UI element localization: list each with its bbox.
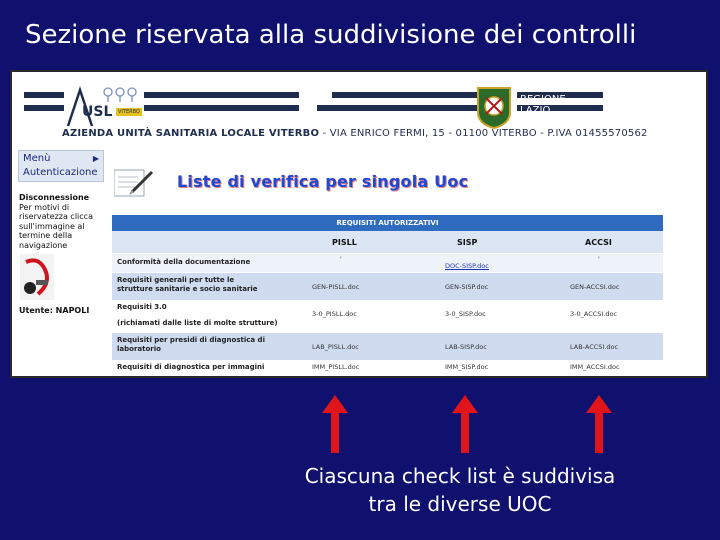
- file-link-accsi[interactable]: LAB-ACCSI.doc: [570, 343, 619, 351]
- table-row: [112, 332, 663, 360]
- usl-logo[interactable]: [64, 86, 144, 128]
- region-label-line2: LAZIO: [520, 105, 551, 116]
- file-link-accsi[interactable]: 3-0_ACCSI.doc: [570, 310, 618, 318]
- row-label: Requisiti 3.0: [117, 303, 167, 311]
- slide-title: Sezione riservata alla suddivisione dei controlli: [25, 20, 637, 50]
- site-banner: [12, 72, 706, 148]
- file-link-sisp[interactable]: DOC-SISP.doc: [445, 262, 489, 270]
- region-label: [520, 94, 566, 116]
- row-label: Requisiti generali per tutte le strutture sanitarie e socio sanitarie: [117, 276, 258, 293]
- up-arrow-icon: [320, 393, 350, 455]
- up-arrow-icon: [450, 393, 480, 455]
- requirements-table: [112, 215, 663, 375]
- table-column-headers: [112, 231, 663, 253]
- table-row: [112, 360, 663, 375]
- row-label: Conformità della documentazione: [117, 258, 251, 266]
- usl-logo-tag: VITERBO: [118, 109, 140, 115]
- row-label: Requisiti di diagnostica per immagini: [117, 363, 265, 371]
- column-header-accsi: ACCSI: [585, 238, 612, 247]
- file-link-sisp[interactable]: IMM_SISP.doc: [445, 363, 489, 371]
- usl-logo-text: USL: [82, 104, 113, 120]
- caption-line-1: Ciascuna check list è suddivisa: [304, 464, 616, 488]
- row-label: Requisiti per presidi di diagnostica di laboratorio: [117, 336, 265, 353]
- page-heading: Liste di verifica per singola Uoc: [177, 172, 469, 191]
- sidebar: [16, 148, 106, 378]
- embedded-screenshot: [10, 70, 708, 378]
- file-link-pisll[interactable]: LAB_PISLL.doc: [312, 343, 359, 351]
- sidebar-disconnect-block: [19, 193, 107, 250]
- notepad-pen-icon: [114, 168, 154, 198]
- disconnect-image-icon[interactable]: [20, 254, 54, 300]
- file-link-sisp[interactable]: LAB-SISP.doc: [445, 343, 487, 351]
- sidebar-item-authentication[interactable]: Autenticazione: [23, 167, 98, 178]
- file-link-pisll[interactable]: 3-0_PISLL.doc: [312, 310, 357, 318]
- sidebar-item-menu[interactable]: Menù: [23, 153, 51, 164]
- table-row: [112, 272, 663, 300]
- organization-line: [62, 128, 648, 139]
- user-label: Utente: NAPOLI: [19, 306, 90, 315]
- slide-caption: [275, 462, 645, 518]
- table-row: [112, 253, 663, 272]
- file-link-pisll[interactable]: GEN-PISLL.doc: [312, 283, 360, 291]
- column-header-pisll: PISLL: [332, 238, 357, 247]
- disconnect-note: Per motivi di riservatezza clicca sull'immagine al termine della navigazione: [19, 202, 93, 250]
- up-arrow-icon: [584, 393, 614, 455]
- table-title: REQUISITI AUTORIZZATIVI: [112, 215, 663, 231]
- file-link-sisp[interactable]: 3-0_SISP.doc: [445, 310, 486, 318]
- banner-stripe: [332, 92, 477, 98]
- caption-line-2: tra le diverse UOC: [368, 492, 552, 516]
- organization-details: - VIA ENRICO FERMI, 15 - 01100 VITERBO - P.IVA 01455570562: [319, 128, 648, 139]
- file-link-accsi[interactable]: IMM_ACCSI.doc: [570, 363, 620, 371]
- file-link-accsi[interactable]: GEN-ACCSI.doc: [570, 283, 620, 291]
- file-link-sisp[interactable]: GEN-SISP.doc: [445, 283, 489, 291]
- file-link-pisll[interactable]: IMM_PISLL.doc: [312, 363, 360, 371]
- row-sublabel: (richiamati dalle liste di molte strutture): [117, 319, 278, 327]
- disconnect-link[interactable]: Disconnessione: [19, 193, 90, 202]
- chevron-right-icon[interactable]: ▶: [92, 154, 99, 163]
- column-header-sisp: SISP: [457, 238, 478, 247]
- organization-name: AZIENDA UNITÀ SANITARIA LOCALE VITERBO: [62, 128, 320, 139]
- region-label-line1: REGIONE: [520, 94, 566, 105]
- banner-stripe: [317, 105, 477, 111]
- table-row: [112, 300, 663, 332]
- sidebar-menu: [18, 150, 104, 182]
- region-crest-icon: [474, 84, 514, 130]
- file-link-pisll[interactable]: ': [340, 255, 342, 263]
- file-link-accsi[interactable]: ': [598, 255, 600, 263]
